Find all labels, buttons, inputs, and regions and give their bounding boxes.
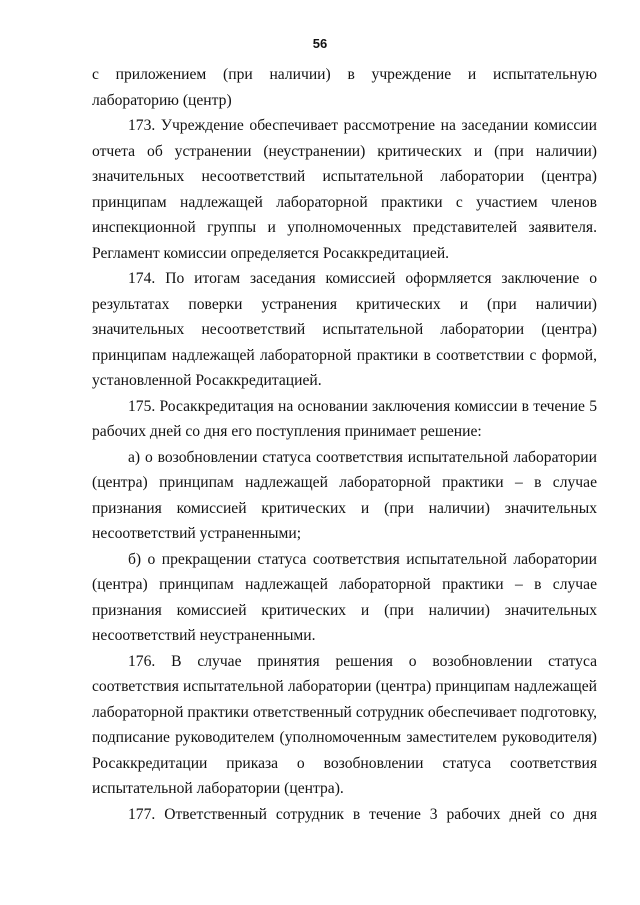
paragraph-175-b: б) о прекращении статуса соответствия испытательной лаборатории (центра) принципам надлежащей лабораторной практики – в случае признания комиссией критических и (при наличии) значительных несоответствий неустраненными. — [92, 550, 597, 644]
paragraph-173: 173. Учреждение обеспечивает рассмотрение на заседании комиссии отчета об устранении (неустранении) критических и (при наличии) значительных несоответствий испытательной лаборатории (центра) принципам надлежащей лабораторной практики с участием членов инспекционной группы и уполномоченных представителей заявителя. Регламент комиссии определяется Росаккредитацией. — [92, 117, 597, 262]
paragraph-continuation: с приложением (при наличии) в учреждение и испытательную лабораторию (центр) — [92, 66, 597, 109]
paragraph-174: 174. По итогам заседания комиссией оформляется заключение о результатах поверки устранения критических и (при наличии) значительных несоответствий испытательной лаборатории (центра) принципам надлежащей лабораторной практики в соответствии с формой, установленной Росаккредитацией. — [92, 270, 597, 389]
document-body — [92, 62, 597, 827]
paragraph-176: 176. В случае принятия решения о возобновлении статуса соответствия испытательной лаборатории (центра) принципам надлежащей лабораторной практики ответственный сотрудник обеспечивает подготовку, подписание руководителем (уполномоченным заместителем руководителя) Росаккредитации приказа о возобновлении статуса соответствия испытательной лаборатории (центра). — [92, 652, 597, 797]
page-number: 56 — [312, 36, 328, 51]
paragraph-175: 175. Росаккредитация на основании заключения комиссии в течение 5 рабочих дней со дня его поступления принимает решение: — [92, 397, 597, 440]
paragraph-177: 177. Ответственный сотрудник в течение 3 рабочих дней со дня — [128, 805, 597, 823]
paragraph-175-a: а) о возобновлении статуса соответствия испытательной лаборатории (центра) принципам надлежащей лабораторной практики – в случае признания комиссией критических и (при наличии) значительных несоответствий устраненными; — [92, 448, 597, 542]
